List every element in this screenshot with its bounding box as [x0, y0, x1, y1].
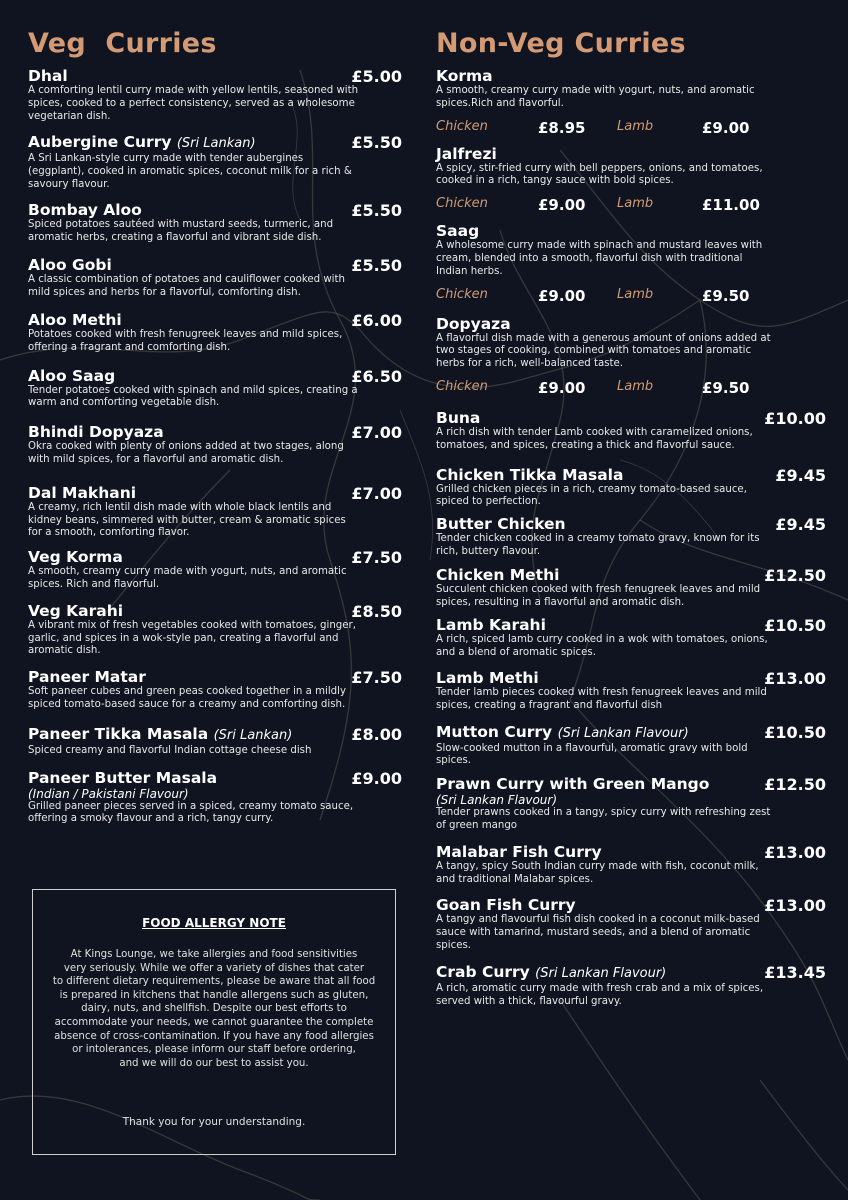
menu-item	[28, 133, 404, 191]
menu-item-name	[28, 484, 404, 502]
menu-item	[436, 465, 826, 510]
menu-item-name	[436, 145, 822, 163]
menu-item	[436, 842, 826, 887]
nonveg-curries-column	[436, 28, 826, 1008]
menu-item-description: Grilled paneer pieces served in a spiced, creamy tomato sauce, offering a smoky flavour and a rich, tangy curry.	[28, 800, 354, 825]
menu-item-name-text: Dal Makhani	[28, 483, 137, 502]
menu-item-price: £5.00	[351, 67, 402, 86]
menu-item-price: £12.50	[764, 565, 826, 585]
allergy-note-line: to different dietary requirements, please be aware that all food	[52, 976, 376, 988]
menu-item-description: Soft paneer cubes and green peas cooked together in a mildly spiced tomato-based sauce for a creamy and comforting dish.	[28, 686, 346, 710]
menu-item	[28, 311, 404, 355]
menu-item-origin-tag: (Sri Lankan)	[213, 727, 293, 743]
variant-price: £9.00	[538, 286, 586, 305]
menu-item-price: £10.50	[764, 616, 826, 636]
menu-item-name	[28, 602, 404, 620]
allergy-note-body	[47, 948, 381, 1070]
menu-item	[436, 222, 822, 306]
menu-item	[28, 725, 404, 758]
menu-item	[436, 722, 826, 769]
veg-curries-list	[28, 67, 404, 826]
variant-label: Chicken	[436, 286, 488, 302]
variant-price: £11.00	[702, 196, 760, 215]
menu-item	[436, 668, 826, 713]
menu-item-price: £5.50	[351, 256, 402, 276]
menu-item-name	[28, 311, 404, 329]
menu-item-name-text: Aloo Gobi	[28, 256, 112, 275]
menu-item-description: A classic combination of potatoes and cauliflower cooked with mild spices and herbs for a flavorful, comforting dish.	[28, 274, 345, 299]
menu-item-price: £13.00	[764, 896, 826, 916]
menu-item-origin-tag: (Sri Lankan)	[176, 136, 256, 152]
allergy-note-line: absence of cross-contamination. If you have any food allergies	[54, 1030, 374, 1042]
variant-label: Chicken	[436, 378, 488, 394]
menu-item-description: A comforting lentil curry made with yellow lentils, seasoned with spices, cooked to a perfect consistency, served as a wholesome vegetarian dish.	[28, 85, 359, 122]
menu-item	[28, 484, 404, 540]
menu-item-description: A creamy, rich lentil dish made with whole black lentils and kidney beans, simmered with butter, cream & aromatic spices for a smooth, comforting flavor.	[28, 501, 346, 539]
variant-label: Lamb	[617, 196, 654, 212]
menu-item-name-text: Aubergine Curry	[28, 133, 177, 152]
menu-item-name-text: Lamb Karahi	[436, 616, 546, 635]
menu-item-name-text: Crab Curry	[436, 962, 536, 981]
menu-item-description: Okra cooked with plenty of onions added at two stages, along with mild spices, for a flavorful and aromatic dish.	[28, 441, 344, 465]
menu-item	[436, 67, 822, 139]
menu-item-name-text: Paneer Tikka Masala	[28, 724, 214, 743]
nonveg-curries-title: Non-Veg Curries	[436, 28, 686, 59]
menu-item-price: £13.45	[764, 962, 826, 982]
menu-item-variants	[436, 379, 822, 399]
menu-item-description: Potatoes cooked with fresh fenugreek leaves and mild spices, offering a fragrant and comforting dish.	[28, 328, 343, 353]
menu-item-description: Tender chicken cooked in a creamy tomato gravy, known for its rich, buttery flavour.	[436, 533, 760, 557]
variant-price: £8.95	[538, 118, 586, 137]
menu-item-variants	[436, 287, 822, 307]
menu-item	[28, 423, 404, 467]
menu-item-name-text: Aloo Methi	[28, 310, 122, 329]
menu-item	[28, 256, 404, 300]
menu-item-name	[436, 515, 822, 533]
menu-item-description: A smooth, creamy curry made with yogurt, nuts, and aromatic spices.Rich and flavorful.	[436, 85, 755, 109]
menu-item-description: Tender potatoes cooked with spinach and mild spices, creating a warm and comforting vegetable dish.	[28, 384, 358, 409]
menu-item	[28, 367, 404, 411]
menu-item-name-text: Lamb Methi	[436, 668, 539, 687]
menu-item-description: A wholesome curry made with spinach and mustard leaves with cream, blended into a smooth, flavorful dish with traditional Indian herbs.	[436, 240, 763, 277]
menu-item-description: A tangy and flavourful fish dish cooked in a coconut milk-based sauce with tamarind, mustard seeds, and a blend of aromatic spices.	[436, 914, 760, 951]
menu-item	[436, 775, 826, 833]
menu-item-origin-tag: (Sri Lankan Flavour)	[557, 725, 689, 741]
menu-item-price: £8.00	[351, 724, 402, 744]
variant-label: Lamb	[617, 286, 654, 302]
menu-item-price: £8.50	[351, 601, 402, 621]
menu-item	[436, 515, 826, 559]
menu-item-price: £5.50	[351, 133, 402, 153]
menu-item-name-text: Mutton Curry	[436, 722, 558, 741]
menu-item-flavour-note: (Indian / Pakistani Flavour)	[28, 786, 189, 801]
menu-item-description: A rich, aromatic curry made with fresh crab and a mix of spices, served with a thick, flavourful gravy.	[436, 982, 764, 1007]
menu-item-name-text: Paneer Butter Masala	[28, 768, 218, 787]
menu-item-name	[28, 769, 404, 787]
menu-item-price: £9.45	[775, 465, 826, 485]
variant-label: Lamb	[617, 378, 654, 394]
allergy-note-line: dairy, nuts, and shellfish. Despite our best efforts to	[81, 1003, 347, 1015]
allergy-note-line: At Kings Lounge, we take allergies and food sensitivities	[70, 949, 358, 960]
menu-item-description: Tender lamb pieces cooked with fresh fenugreek leaves and mild spices, creating a fragrant and flavorful dish	[436, 686, 767, 711]
menu-item-name-text: Goan Fish Curry	[436, 896, 576, 915]
menu-item-name	[28, 256, 404, 274]
menu-item-description: A rich, spiced lamb curry cooked in a wok with tomatoes, onions, and a blend of aromatic spices.	[436, 634, 768, 659]
veg-curries-column	[28, 28, 404, 826]
menu-item-name-text: Buna	[436, 408, 481, 427]
allergy-note-thanks: Thank you for your understanding.	[122, 1116, 306, 1128]
menu-item-price: £13.00	[764, 842, 826, 862]
variant-label: Lamb	[617, 118, 654, 134]
menu-item-description: Spiced creamy and flavorful Indian cottage cheese dish	[28, 744, 312, 756]
allergy-note-line: very seriously. While we offer a variety of dishes that cater	[63, 962, 365, 974]
variant-price: £9.00	[538, 196, 586, 215]
menu-item	[436, 616, 826, 660]
menu-item-name-text: Chicken Methi	[436, 565, 560, 584]
menu-item-variants	[436, 196, 822, 216]
menu-item-name-text: Jalfrezi	[436, 144, 497, 163]
menu-item-description: A rich dish with tender Lamb cooked with caramelized onions, tomatoes, and spices, creating a thick and flavorful sauce.	[436, 426, 753, 451]
menu-item	[436, 145, 822, 217]
menu-item-price: £6.00	[351, 310, 402, 330]
menu-item-price: £9.00	[351, 768, 402, 788]
menu-item-price: £9.45	[775, 515, 826, 535]
menu-item	[436, 962, 826, 1009]
menu-item-name	[28, 725, 404, 745]
menu-item-name-text: Veg Karahi	[28, 601, 124, 620]
menu-item-description: A tangy, spicy South Indian curry made with fish, coconut milk, and traditional Malabar spices.	[436, 860, 759, 885]
menu-item-price: £7.50	[351, 548, 402, 568]
menu-item	[28, 668, 404, 712]
menu-item-name-text: Prawn Curry with Green Mango	[436, 775, 710, 794]
menu-item-description: A spicy, stir-fried curry with bell peppers, onions, and tomatoes, cooked in a rich, tangy sauce with bold spices.	[436, 162, 763, 187]
variant-label: Chicken	[436, 118, 488, 134]
menu-item-name	[436, 466, 822, 484]
nonveg-curries-list	[436, 67, 826, 1008]
menu-item-price: £7.50	[351, 668, 402, 688]
menu-item-price: £7.00	[351, 483, 402, 503]
menu-item-name-text: Chicken Tikka Masala	[436, 465, 624, 484]
variant-price: £9.50	[702, 378, 750, 397]
menu-item-name	[436, 222, 822, 240]
variant-price: £9.50	[702, 286, 750, 305]
menu-item-variants	[436, 119, 822, 139]
menu-item-name	[28, 548, 404, 566]
menu-item	[28, 67, 404, 123]
menu-item-description: A Sri Lankan-style curry made with tender aubergines (eggplant), cooked in aromatic spices, coconut milk for a rich & savoury flavour.	[28, 153, 352, 190]
menu-item-description: A vibrant mix of fresh vegetables cooked with tomatoes, ginger, garlic, and spices in a wok-style pan, creating a flavorful and aromatic dish.	[28, 619, 356, 657]
menu-item	[436, 565, 826, 610]
menu-item-name-text: Bombay Aloo	[28, 200, 142, 219]
variant-label: Chicken	[436, 196, 488, 212]
menu-item-flavour-note: (Sri Lankan Flavour)	[436, 793, 558, 808]
menu-item-description: Grilled chicken pieces in a rich, creamy tomato-based sauce, spiced to perfection.	[436, 483, 747, 508]
allergy-note-line: and we will do our best to assist you.	[119, 1057, 309, 1069]
menu-item-origin-tag: (Sri Lankan Flavour)	[535, 965, 667, 981]
menu-item-name-text: Bhindi Dopyaza	[28, 423, 164, 442]
menu-item-name	[28, 67, 404, 85]
allergy-note-title: FOOD ALLERGY NOTE	[142, 916, 286, 930]
menu-item	[28, 602, 404, 658]
menu-item-name-text: Aloo Saag	[28, 366, 116, 385]
menu-item-name	[28, 133, 404, 153]
menu-item	[28, 769, 404, 827]
menu-item-price: £5.50	[351, 200, 402, 220]
menu-item-name	[436, 315, 822, 333]
menu-item-description: Spiced potatoes sautéed with mustard seeds, turmeric, and aromatic herbs, creating a flavorful and vibrant side dish.	[28, 218, 334, 243]
menu-item-name-text: Korma	[436, 67, 493, 85]
menu-item-description: Succulent chicken cooked with fresh fenugreek leaves and mild spices, resulting in a flavorful and aromatic dish.	[436, 583, 761, 608]
veg-curries-title: Veg Curries	[28, 28, 217, 59]
menu-item-name-text: Dopyaza	[436, 314, 511, 333]
menu-item-name-text: Dhal	[28, 67, 68, 85]
menu-item-price: £13.00	[764, 668, 826, 688]
menu-item-price: £10.00	[764, 408, 826, 428]
menu-item-description: A flavorful dish made with a generous amount of onions added at two stages of cooking, combined with tomatoes and aromatic herbs for a rich, well-balanced taste.	[436, 332, 771, 370]
menu-item	[436, 896, 826, 952]
menu-item	[436, 408, 826, 453]
menu-item-price: £12.50	[764, 775, 826, 795]
menu-item-name-text: Veg Korma	[28, 548, 123, 567]
allergy-note-line: or intolerances, please inform our staff before ordering,	[72, 1044, 356, 1056]
menu-item-name-text: Paneer Matar	[28, 668, 146, 687]
menu-item-name	[28, 423, 404, 441]
variant-price: £9.00	[702, 118, 750, 137]
menu-item-description: Slow-cooked mutton in a flavourful, aromatic gravy with bold spices.	[436, 742, 748, 767]
variant-price: £9.00	[538, 378, 586, 397]
menu-item-name	[28, 668, 404, 686]
menu-item-name-text: Butter Chicken	[436, 515, 566, 534]
menu-item-description: A smooth, creamy curry made with yogurt, nuts, and aromatic spices. Rich and flavorful.	[28, 566, 347, 590]
menu-item	[436, 315, 822, 399]
menu-item-price: £10.50	[764, 722, 826, 742]
menu-item-name	[28, 201, 404, 219]
allergy-note-line: accommodate your needs, we cannot guarantee the complete	[54, 1016, 374, 1028]
menu-item	[28, 548, 404, 592]
menu-item-name-text: Malabar Fish Curry	[436, 842, 602, 861]
menu-item-name	[436, 67, 822, 85]
menu-item-price: £7.00	[351, 423, 402, 443]
menu-item-name	[28, 367, 404, 385]
menu-item-price: £6.50	[351, 366, 402, 386]
food-allergy-note	[32, 889, 396, 1155]
menu-item-description: Tender prawns cooked in a tangy, spicy curry with refreshing zest of green mango	[436, 807, 771, 831]
menu-item-name-text: Saag	[436, 222, 480, 241]
allergy-note-line: is prepared in kitchens that handle allergens such as gluten,	[59, 989, 369, 1001]
menu-item	[28, 201, 404, 245]
